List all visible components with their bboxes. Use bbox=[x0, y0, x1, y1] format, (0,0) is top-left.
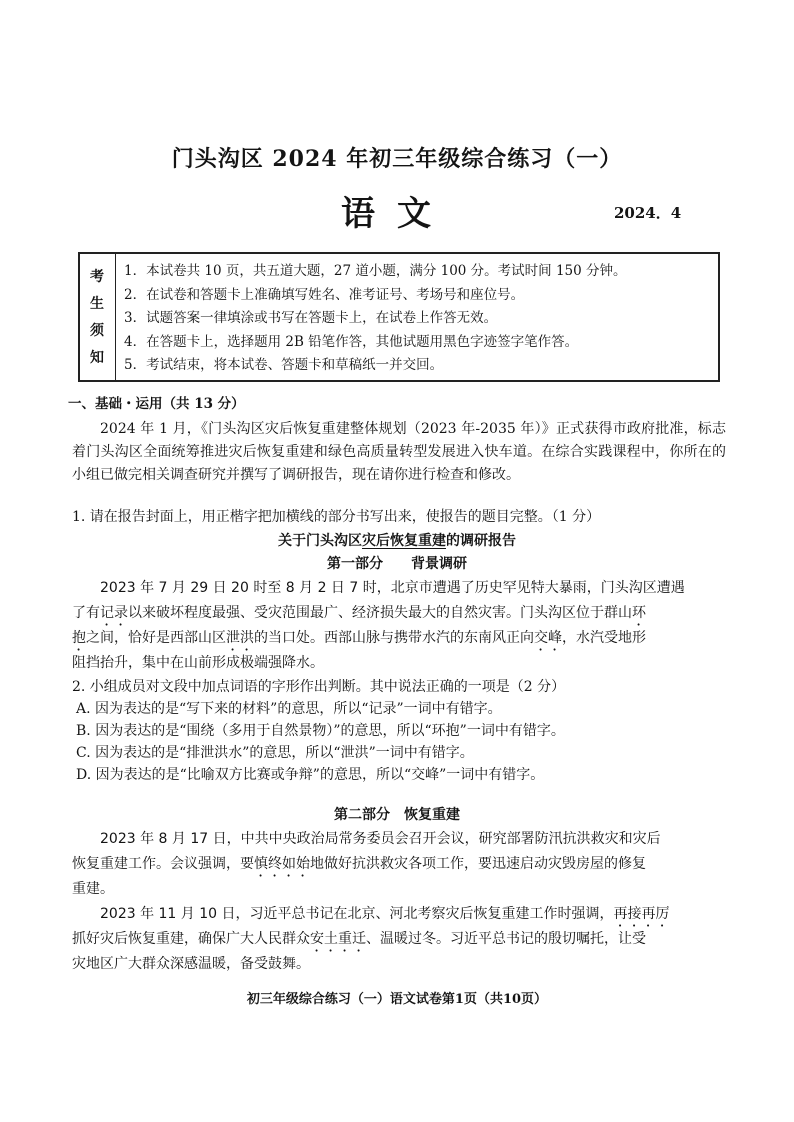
question-2: 2. 小组成员对文段中加点词语的字形作出判断。其中说法正确的一项是（2 分） bbox=[72, 679, 566, 695]
dotted-word: 安土重迁 bbox=[310, 931, 366, 947]
exam-date: 2024．4 bbox=[614, 204, 682, 222]
notice-label-char: 考 bbox=[90, 269, 104, 285]
exam-title: 门头沟区 2024 年初三年级综合练习（一） bbox=[171, 146, 623, 172]
part2-line: 灾地区广大群众深感温暖，备受鼓舞。 bbox=[72, 956, 310, 972]
text-span: 的当口处。西部山脉与携带水汽的东南风正向 bbox=[254, 630, 534, 646]
part1-line: 阻挡抬升，集中在山前形成极端强降水。 bbox=[72, 655, 324, 671]
option-d: D. 因为表达的是“比喻双方比赛或争辩”的意思，所以“交峰”一词中有错字。 bbox=[76, 767, 545, 783]
page-footer: 初三年级综合练习（一）语文试卷第1页（共10页） bbox=[246, 992, 548, 1007]
part2-line: 重建。 bbox=[72, 881, 114, 897]
option-c: C. 因为表达的是“排泄洪水”的意思，所以“泄洪”一词中有错字。 bbox=[76, 745, 474, 761]
dotted-word: 环 bbox=[632, 605, 646, 621]
part1-line: 2023 年 7 月 29 日 20 时至 8 月 2 日 7 时，北京市遭遇了历史罕见特大暴雨，门头沟区遭遇 bbox=[100, 580, 685, 596]
section-heading: 一、基础・运用（共 13 分） bbox=[68, 396, 245, 412]
dotted-word: 慎终如始 bbox=[254, 856, 310, 872]
notice-label-char: 须 bbox=[90, 323, 104, 339]
part1-line bbox=[72, 627, 646, 654]
part1-line bbox=[72, 602, 646, 629]
part2-line bbox=[72, 853, 646, 880]
part2-heading: 第二部分 恢复重建 bbox=[334, 807, 460, 823]
question-1: 1. 请在报告封面上，用正楷字把加横线的部分书写出来，使报告的题目完整。（1 分） bbox=[72, 509, 601, 525]
notice-item: 2．在试卷和答题卡上准确填写姓名、准考证号、考场号和座位号。 bbox=[124, 286, 525, 303]
part2-line: 2023 年 8 月 17 日，中共中央政治局常务委员会召开会议，研究部署防汛抗洪救灾和灾后 bbox=[100, 831, 661, 847]
option-b: B. 因为表达的是“围绕（多用于自然景物）”的意思，所以“环抱”一词中有错字。 bbox=[76, 723, 565, 739]
report-title bbox=[0, 530, 794, 550]
report-title-post: 的调研报告 bbox=[446, 533, 516, 549]
notice-item: 3．试题答案一律填涂或书写在答题卡上，在试卷上作答无效。 bbox=[124, 310, 498, 326]
text-span: 恢复重建工作。会议强调，要 bbox=[72, 856, 254, 872]
intro-paragraph: 2024 年 1 月，《门头沟区灾后恢复重建整体规划（2023 年-2035 年）》正式获得市政府批准，标志着门头沟区全面统筹推进灾后恢复重建和绿色高质量转型发展进入快车道。在综合实践课程中，你所在的小组已做完相关调查研究并撰写了调研报告，现在请你进行检查和修改。 bbox=[72, 421, 726, 483]
notice-item: 4．在答题卡上，选择题用 2B 铅笔作答，其他试题用黑色字迹签字笔作答。 bbox=[124, 333, 579, 350]
subject-title: 语文 bbox=[341, 194, 453, 234]
notice-label-char: 知 bbox=[90, 350, 104, 366]
notice-item: 1．本试卷共 10 页，共五道大题，27 道小题，满分 100 分。考试时间 150 分钟。 bbox=[124, 263, 627, 279]
text-span: 抓好灾后恢复重建，确保广大人民群众 bbox=[72, 931, 310, 947]
notice-label-char: 生 bbox=[90, 296, 104, 312]
dotted-word: 再接再厉 bbox=[613, 906, 670, 922]
report-title-pre: 关于门头沟区 bbox=[278, 533, 362, 549]
dotted-word: 泄洪 bbox=[226, 630, 254, 646]
notice-item: 5．考试结束，将本试卷、答题卡和草稿纸一并交回。 bbox=[124, 357, 444, 373]
text-span: 了有 bbox=[72, 605, 100, 621]
text-span: ，水汽受地形 bbox=[562, 630, 646, 646]
dotted-word: 交峰 bbox=[534, 630, 562, 646]
text-span: 之间，恰好是西部山区 bbox=[86, 630, 226, 646]
option-a: A. 因为表达的是“写下来的材料”的意思，所以“记录”一词中有错字。 bbox=[76, 701, 502, 717]
part1-heading: 第一部分 背景调研 bbox=[327, 556, 467, 572]
dotted-word: 抱 bbox=[72, 630, 86, 646]
report-title-underlined: 灾后恢复重建 bbox=[362, 533, 446, 549]
part2-line bbox=[100, 903, 670, 930]
text-span: 地做好抗洪救灾各项工作，要迅速启动灾毁房屋的修复 bbox=[310, 856, 646, 872]
notice-label bbox=[80, 254, 116, 380]
dotted-word: 记录 bbox=[100, 605, 128, 621]
text-span: 以来破坏程度最强、受灾范围最广、经济损失最大的自然灾害。门头沟区位于群山 bbox=[128, 605, 632, 621]
text-span: 2023 年 11 月 10 日，习近平总书记在北京、河北考察灾后恢复重建工作时强调， bbox=[100, 906, 614, 922]
exam-notice-box bbox=[78, 252, 720, 382]
notice-list bbox=[124, 260, 718, 378]
text-span: 、温暖过冬。习近平总书记的殷切嘱托，让受 bbox=[366, 931, 646, 947]
part2-line bbox=[72, 928, 646, 955]
